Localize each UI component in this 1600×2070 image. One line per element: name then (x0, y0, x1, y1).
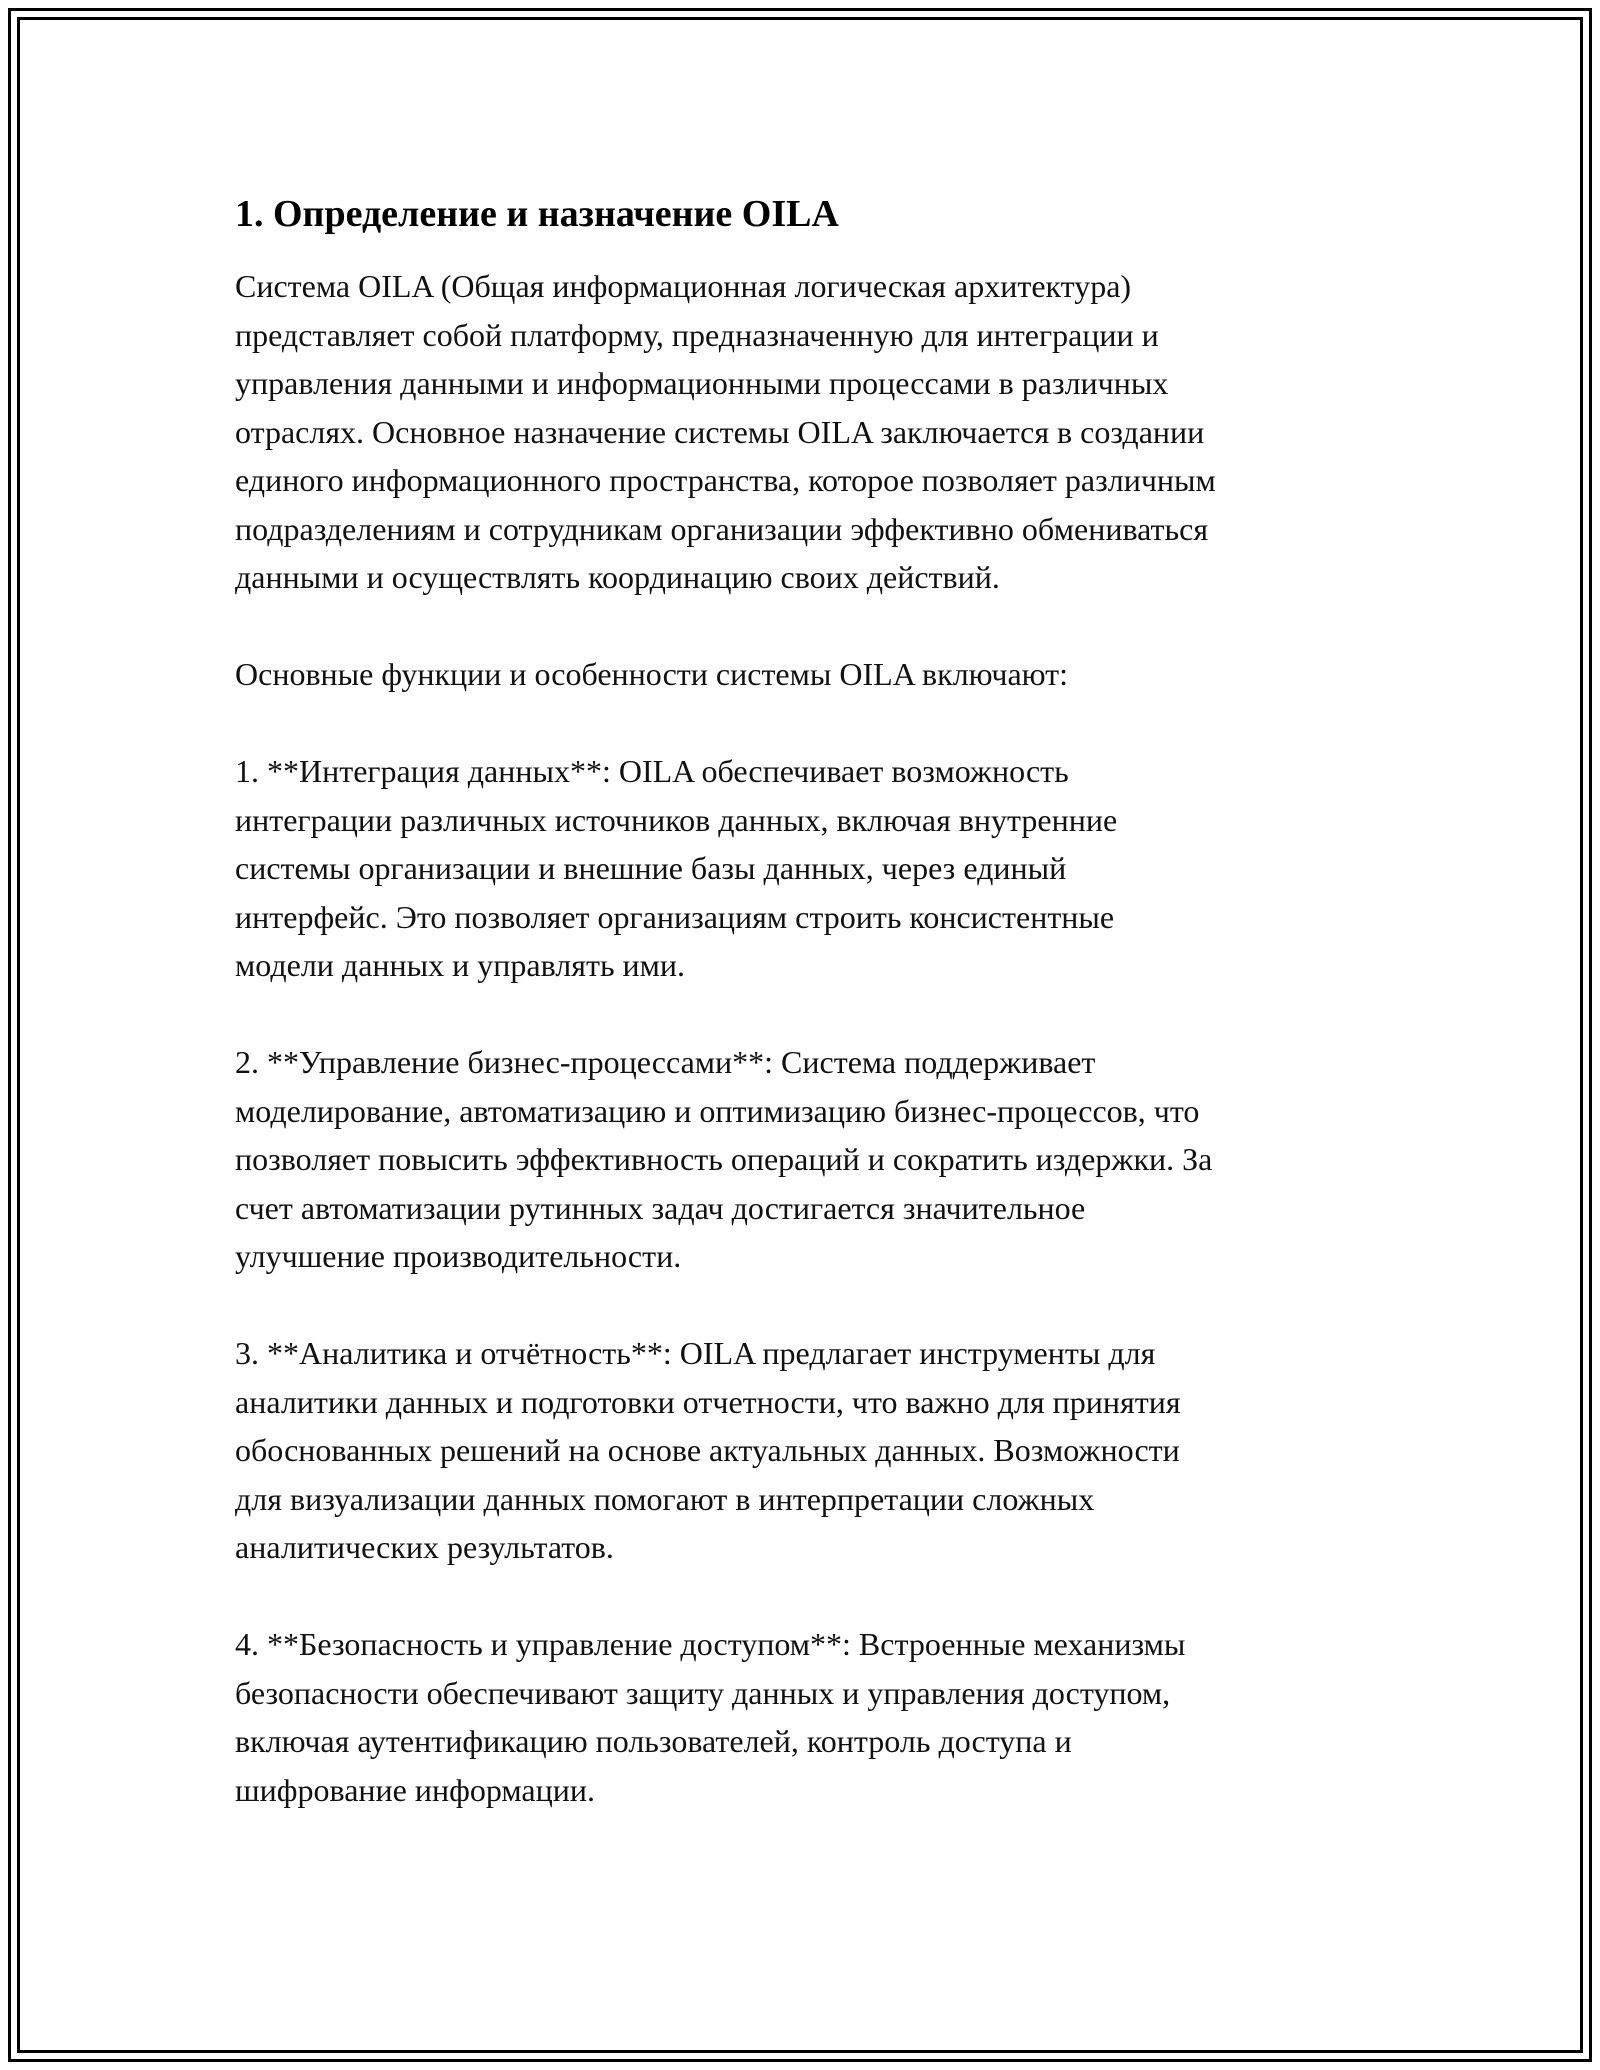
feature-item-data-integration: 1. **Интеграция данных**: OILA обеспечивает возможность интеграции различных источников данных, включая внутренние системы организации и внешние базы данных, через единый интерфейс. Это позволяет организациям строить консистентные модели данных и управлять ими. (235, 753, 1118, 983)
features-lead-paragraph: Основные функции и особенности системы OILA включают: (235, 656, 1068, 692)
document-body (235, 180, 1375, 1863)
intro-paragraph: Система OILA (Общая информационная логическая архитектура) представляет собой платформу, предназначенную для интеграции и управления данными и информационными процессами в различных отраслях. Основное назначение системы OILA заключается в создании единого информационного пространства, которое позволяет различным подразделениям и сотрудникам организации эффективно обмениваться данными и осуществлять координацию своих действий. (235, 268, 1216, 595)
feature-item-analytics: 3. **Аналитика и отчётность**: OILA предлагает инструменты для аналитики данных и подготовки отчетности, что важно для принятия обоснованных решений на основе актуальных данных. Возможности для визуализации данных помогают в интерпретации сложных аналитических результатов. (235, 1335, 1181, 1565)
section-title: 1. Определение и назначение OILA (235, 193, 839, 235)
feature-item-security: 4. **Безопасность и управление доступом**: Встроенные механизмы безопасности обеспечивают защиту данных и управления доступом, включая аутентификацию пользователей, контроль доступа и шифрование информации. (235, 1626, 1186, 1808)
feature-item-business-processes: 2. **Управление бизнес-процессами**: Система поддерживает моделирование, автоматизацию и оптимизацию бизнес-процессов, что позволяет повысить эффективность операций и сократить издержки. За счет автоматизации рутинных задач достигается значительное улучшение производительности. (235, 1044, 1213, 1274)
